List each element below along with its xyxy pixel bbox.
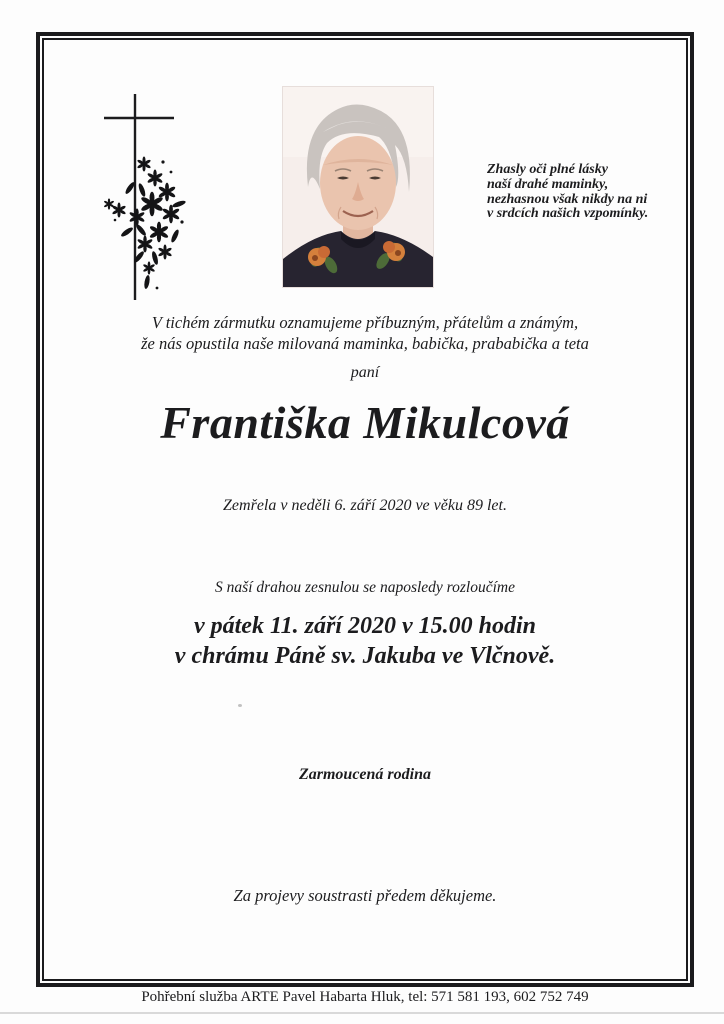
- salutation: paní: [350, 364, 380, 381]
- verse-line: Zhasly oči plné lásky: [487, 162, 608, 177]
- deceased-name: Františka Mikulcová: [160, 397, 570, 448]
- verse-line: nezhasnou však nikdy na ni: [487, 191, 648, 207]
- grieving-family: Zarmoucená rodina: [298, 766, 431, 783]
- farewell-place: v chrámu Páně sv. Jakuba ve Vlčnově.: [174, 642, 556, 669]
- death-info: Zemřela v neděli 6. září 2020 ve věku 89 let.: [223, 497, 507, 514]
- verse-line: v srdcích našich vzpomínky.: [487, 206, 649, 222]
- announcement-line: V tichém zármutku oznamujeme příbuzným, přátelům a známým,: [151, 313, 579, 332]
- cross-with-flowers-icon: [97, 92, 203, 304]
- scan-speckle: [238, 704, 242, 707]
- funeral-service-footer: Pohřební služba ARTE Pavel Habarta Hluk, tel: 571 581 193, 602 752 749: [141, 989, 589, 1005]
- portrait-photo: [283, 87, 433, 287]
- farewell-intro: S naší drahou zesnulou se naposledy rozloučíme: [215, 579, 515, 596]
- scan-edge-line: [0, 1012, 724, 1014]
- farewell-details: [36, 612, 694, 671]
- condolence-thanks: Za projevy soustrasti předem děkujeme.: [233, 886, 497, 905]
- farewell-datetime: v pátek 11. září 2020 v 15.00 hodin: [193, 613, 536, 639]
- announcement-text: [36, 312, 694, 354]
- verse-line: naší drahé maminky,: [487, 176, 609, 192]
- memorial-verse: [487, 163, 672, 222]
- announcement-line: že nás opustila naše milovaná maminka, babička, prababička a teta: [141, 334, 589, 353]
